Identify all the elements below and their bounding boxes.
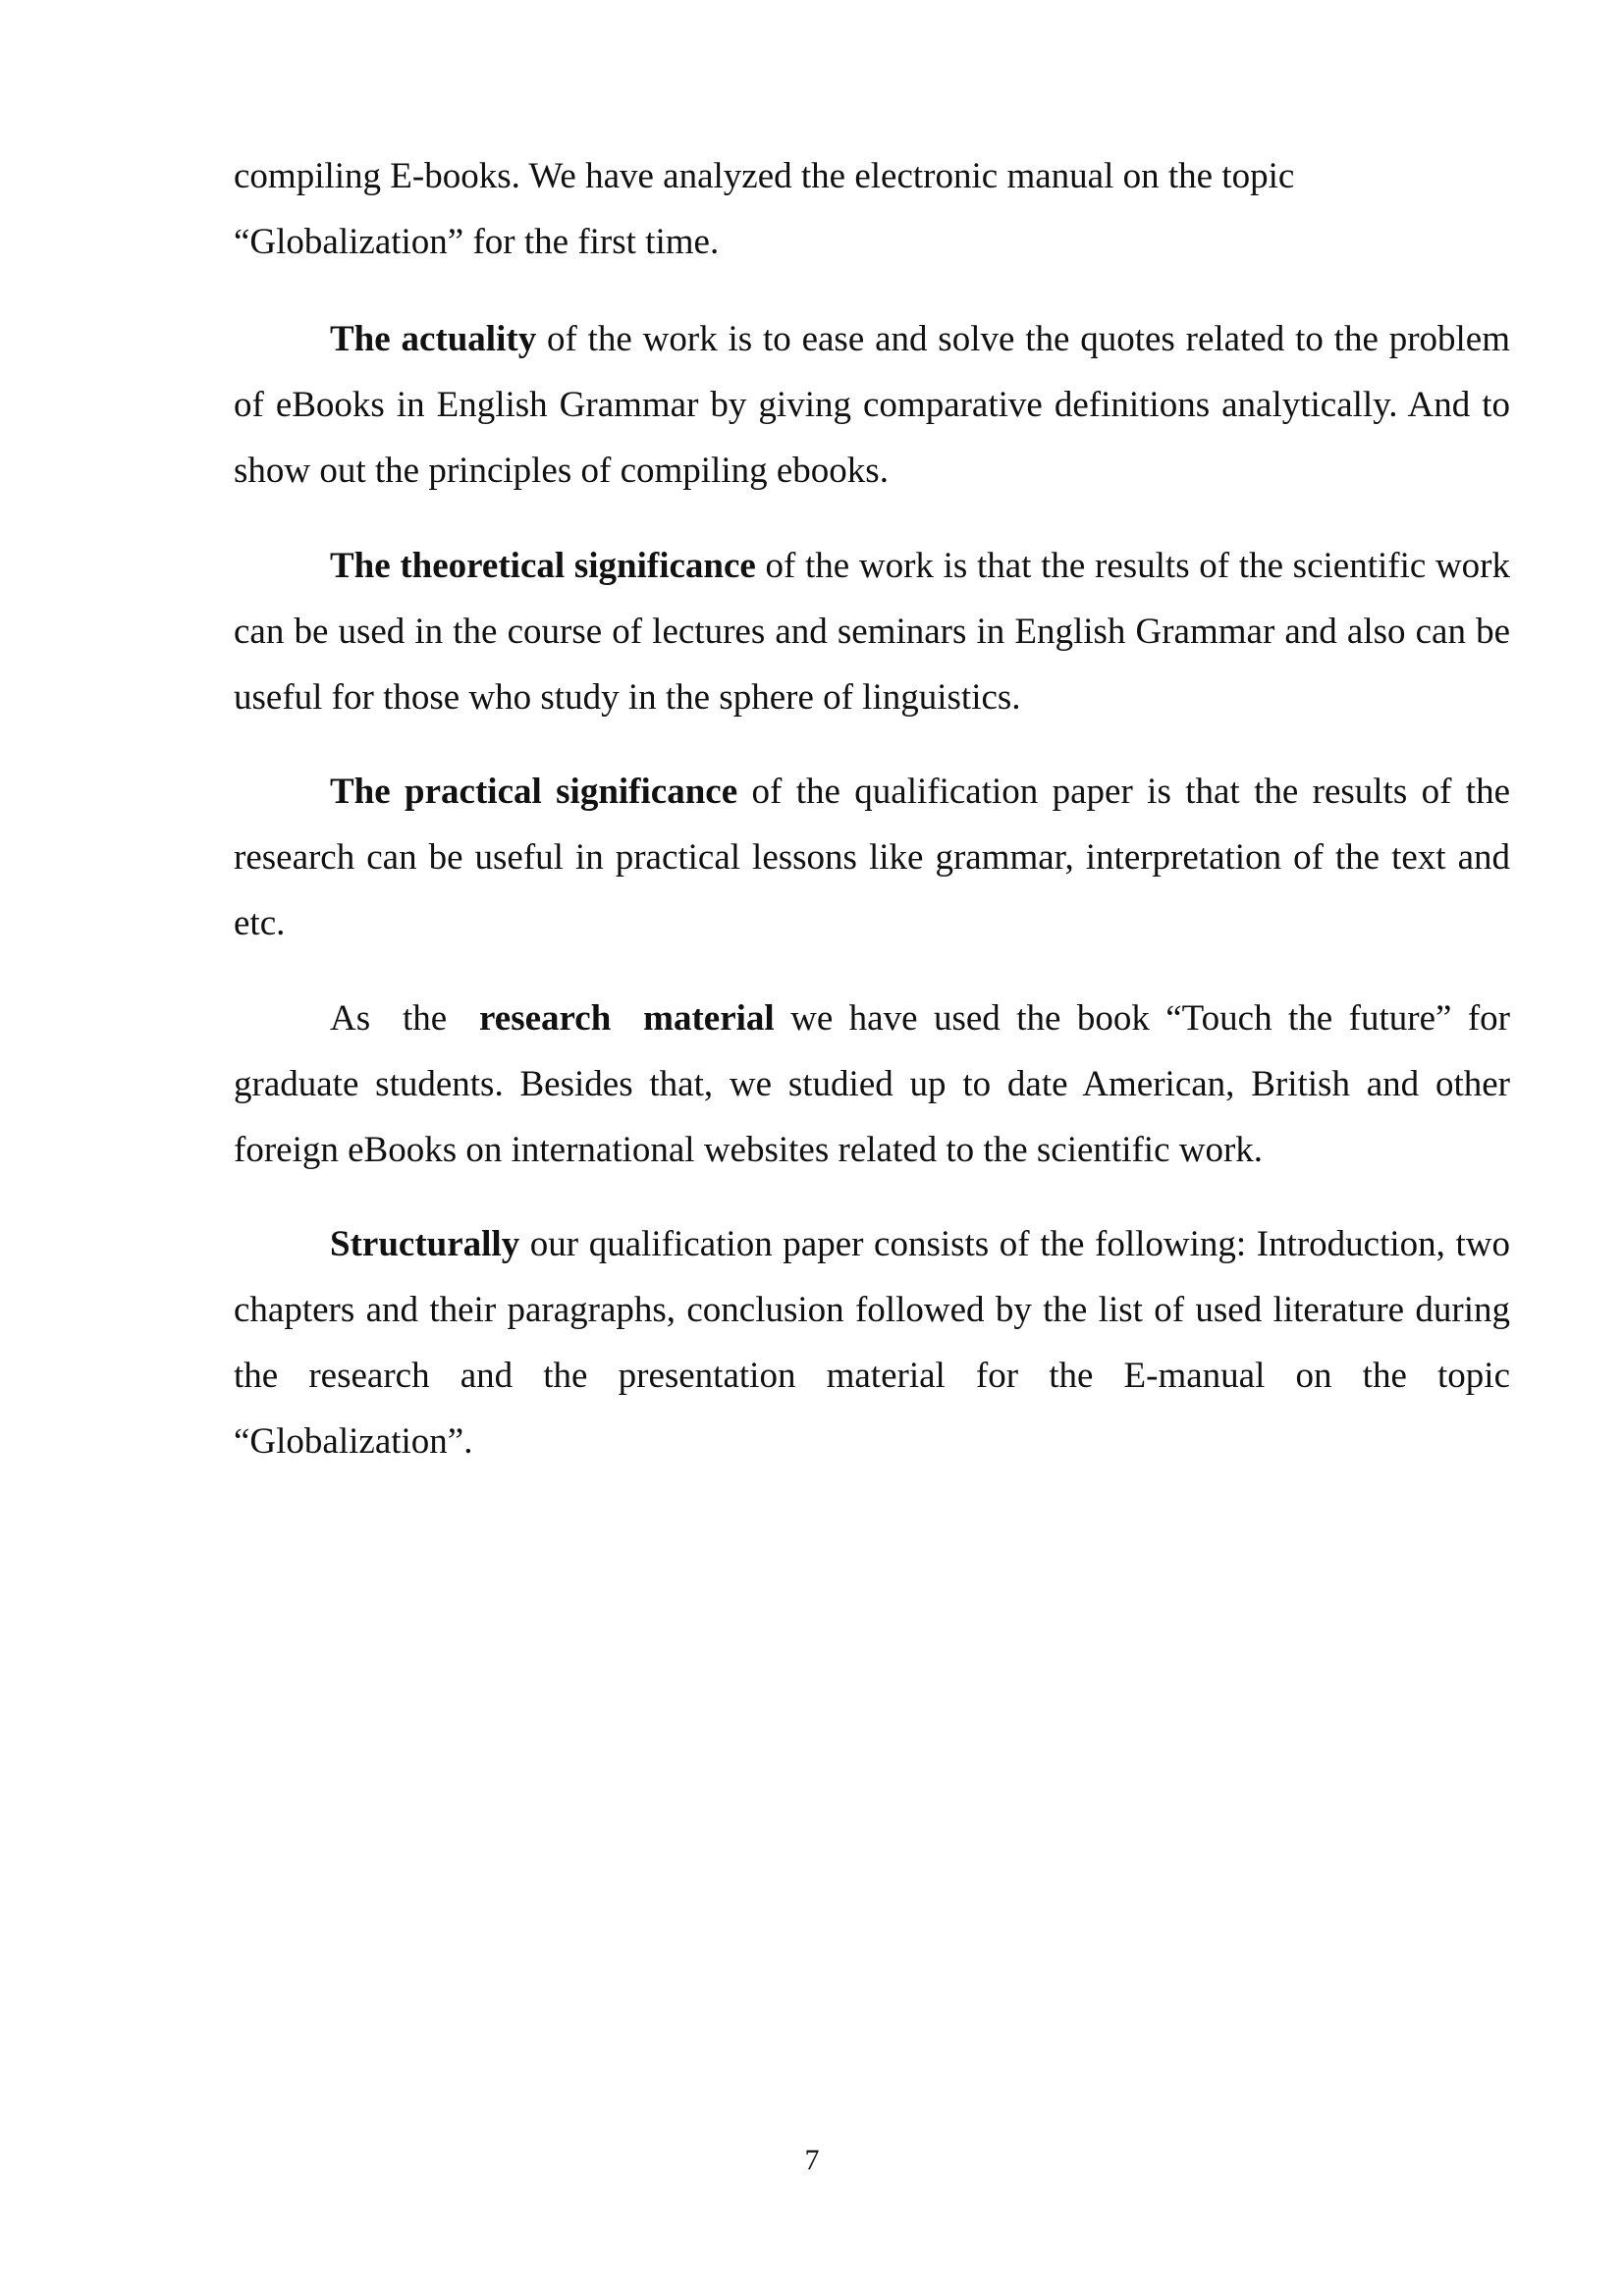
paragraph-lead: As the	[330, 998, 480, 1039]
paragraph-heading: The practical significance	[330, 772, 738, 812]
page-number: 7	[804, 2144, 820, 2176]
paragraph-intro-continuation	[234, 143, 1510, 275]
paragraph-body: of the work is to ease and solve the quotes related to the problem of eBooks in English Grammar by giving comparative definitions analytically. And to show out the principles of compiling ebooks.	[234, 319, 1510, 491]
paragraph-body: we have used the book “Touch the future” for graduate students. Besides that, we studied up to date American, British and other foreign eBooks on international websites related to the scientific work.	[234, 998, 1510, 1170]
paragraph-heading: The theoretical significance	[330, 546, 756, 586]
paragraph-heading: The actuality	[330, 319, 537, 359]
paragraph-theoretical-significance	[234, 533, 1510, 730]
paragraph-research-material	[234, 986, 1510, 1183]
paragraph-practical-significance	[234, 759, 1510, 956]
paragraph-body: of the work is that the results of the scientific work can be used in the course of lectures and seminars in English Grammar and also can be useful for those who study in the sphere of linguistics.	[234, 546, 1510, 718]
paragraph-line: “Globalization” for the first time.	[234, 222, 720, 262]
paragraph-text	[234, 986, 1510, 1183]
paragraph-text	[234, 1211, 1510, 1474]
paragraph-text	[234, 759, 1510, 956]
paragraph-heading: Structurally	[330, 1224, 520, 1264]
paragraph-body: of the qualification paper is that the results of the research can be useful in practical lessons like grammar, interpretation of the text and etc.	[234, 772, 1511, 943]
paragraph-body: our qualification paper consists of the following: Introduction, two chapters and their paragraphs, conclusion followed by the list of used literature during the research and the presentation material for the E-manual on the topic “Globalization”.	[234, 1224, 1510, 1462]
paragraph-heading: research material	[479, 998, 775, 1039]
paragraph-actuality	[234, 306, 1510, 504]
paragraph-text	[234, 306, 1510, 504]
paragraph-line: compiling E-books. We have analyzed the electronic manual on the topic	[234, 156, 1295, 196]
paragraph-text	[234, 533, 1510, 730]
paragraph-structure	[234, 1211, 1510, 1474]
